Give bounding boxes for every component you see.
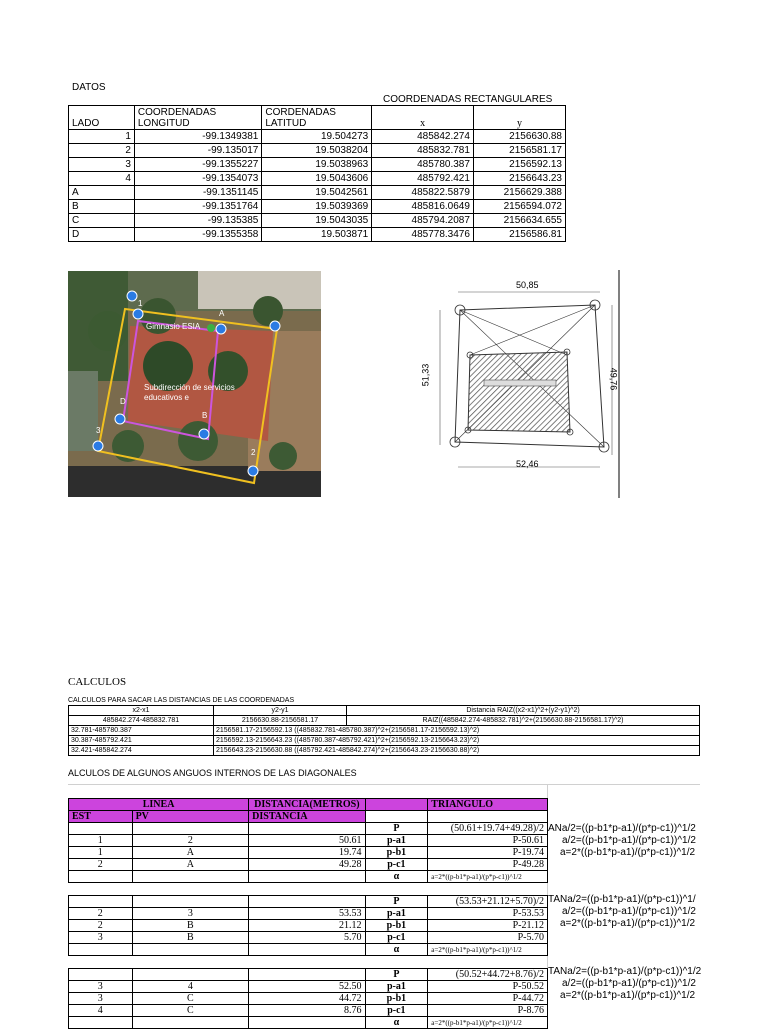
header-lado: LADO	[69, 106, 135, 130]
dist-h1: x2-x1	[69, 706, 214, 716]
est-cell: 1	[69, 847, 133, 859]
alpha-formula: a=2*((p-b1*p-a1)/(p*p-c1))^1/2	[428, 871, 548, 883]
plan-top-dim: 50,85	[516, 280, 539, 290]
alpha-label: α	[365, 944, 428, 956]
angle-formula: a=2*((p-b1*p-a1)/(p*p-c1))^1/2	[560, 847, 696, 858]
blank-cell	[249, 969, 365, 981]
pv-cell: 3	[132, 908, 249, 920]
blank-cell	[249, 896, 365, 908]
datos-row	[69, 200, 566, 214]
tan-formula: TANa/2=((p-b1*p-a1)/(p*p-c1))^1/2	[548, 966, 702, 977]
pv-cell: 4	[132, 981, 249, 993]
plan-bottom-dim: 52,46	[516, 459, 539, 469]
pv-cell: 2	[132, 835, 249, 847]
est-cell: 2	[69, 859, 133, 871]
datos-row	[69, 228, 566, 242]
datos-cell: 485832.781	[372, 144, 474, 158]
spacer-cell	[69, 883, 548, 896]
blank-cell	[249, 1017, 365, 1029]
datos-cell: 2156643.23	[473, 172, 565, 186]
dist-r1c3: RAIZ((485842.274-485832.781)^2+(2156630.88-2156581.17)^2)	[347, 716, 700, 726]
half-angle-formula: a/2=((p-b1*p-a1)/(p*p-c1))^1/2	[562, 906, 696, 917]
datos-row	[69, 214, 566, 228]
pv-cell: B	[132, 920, 249, 932]
distance-cell: 53.53	[249, 908, 365, 920]
datos-cell: 2156592.13	[473, 158, 565, 172]
pin-label-d: D	[120, 397, 126, 406]
est-cell: 2	[69, 920, 133, 932]
hdr-pv: PV	[132, 811, 249, 823]
datos-row	[69, 172, 566, 186]
datos-cell: -99.1354073	[134, 172, 262, 186]
header-x: x	[372, 106, 474, 130]
datos-cell: 2156586.81	[473, 228, 565, 242]
blank-cell	[69, 823, 133, 835]
p-sub-label: p-a1	[365, 981, 428, 993]
p-sub-label: p-c1	[365, 1005, 428, 1017]
tan-formula: TANa/2=((p-b1*p-a1)/(p*p-c1))^1/	[548, 894, 696, 905]
datos-cell: 485816.0649	[372, 200, 474, 214]
dist-caption: CALCULOS PARA SACAR LAS DISTANCIAS DE LAS COORDENADAS	[68, 697, 295, 704]
datos-cell: 19.5039369	[262, 200, 372, 214]
distance-cell: 50.61	[249, 835, 365, 847]
p-sub-label: p-c1	[365, 932, 428, 944]
p-label: P	[365, 896, 428, 908]
datos-cell: 2156594.072	[473, 200, 565, 214]
alpha-label: α	[365, 1017, 428, 1029]
p-formula: (50.52+44.72+8.76)/2	[428, 969, 548, 981]
angles-title: ALCULOS DE ALGUNOS ANGUOS INTERNOS DE LAS DIAGONALES	[68, 768, 357, 778]
blank-cell	[69, 969, 133, 981]
spacer-cell	[69, 956, 548, 969]
est-cell: 3	[69, 993, 133, 1005]
distance-cell: 52.50	[249, 981, 365, 993]
p-sub-label: p-b1	[365, 847, 428, 859]
p-sub-label: p-a1	[365, 835, 428, 847]
datos-cell: 485778.3476	[372, 228, 474, 242]
blank-cell	[249, 823, 365, 835]
plan-right-dim: 49,76	[608, 367, 619, 391]
cell-lado: D	[69, 228, 135, 242]
plan-drawing	[412, 270, 622, 498]
datos-row	[69, 130, 566, 144]
datos-cell: 19.5038963	[262, 158, 372, 172]
datos-cell: 2156581.17	[473, 144, 565, 158]
datos-cell: -99.1355358	[134, 228, 262, 242]
est-cell: 1	[69, 835, 133, 847]
pv-cell: B	[132, 932, 249, 944]
p-formula: (50.61+19.74+49.28)/2	[428, 823, 548, 835]
datos-cell: 19.504273	[262, 130, 372, 144]
datos-cell: 2156629.388	[473, 186, 565, 200]
pin-label-1: 1	[138, 299, 143, 308]
p-sub-label: p-b1	[365, 920, 428, 932]
pv-cell: C	[132, 1005, 249, 1017]
dist-r3c1: 30.387-485792.421	[69, 736, 214, 746]
blank-cell	[132, 896, 249, 908]
dist-r4c1: 32.421-485842.274	[69, 746, 214, 756]
alpha-label: α	[365, 871, 428, 883]
alpha-formula: a=2*((p-b1*p-a1)/(p*p-c1))^1/2	[428, 944, 548, 956]
distance-cell: 5.70	[249, 932, 365, 944]
p-sub-value: P-53.53	[428, 908, 548, 920]
pin-label-2: 2	[251, 448, 256, 457]
calculos-title: CALCULOS	[68, 676, 127, 688]
datos-cell: 19.503871	[262, 228, 372, 242]
hdr-linea: LINEA	[69, 799, 249, 811]
est-cell: 2	[69, 908, 133, 920]
pv-cell: A	[132, 847, 249, 859]
datos-cell: 19.5043606	[262, 172, 372, 186]
cell-lado: 2	[69, 144, 135, 158]
blank-cell	[69, 871, 133, 883]
datos-cell: 2156634.655	[473, 214, 565, 228]
pin-label-a: A	[219, 309, 225, 318]
p-formula: (53.53+21.12+5.70)/2	[428, 896, 548, 908]
blank-cell	[132, 969, 249, 981]
cell-lado: 3	[69, 158, 135, 172]
half-angle-formula: a/2=((p-b1*p-a1)/(p*p-c1))^1/2	[562, 835, 696, 846]
half-angle-formula: a/2=((p-b1*p-a1)/(p*p-c1))^1/2	[562, 978, 696, 989]
datos-cell: 485822.5879	[372, 186, 474, 200]
dist-table	[68, 705, 700, 756]
tan-formula: ANa/2=((p-b1*p-a1)/(p*p-c1))^1/2	[548, 823, 696, 834]
blank-cell	[249, 944, 365, 956]
distance-cell: 44.72	[249, 993, 365, 1005]
blank-cell	[69, 896, 133, 908]
p-sub-label: p-c1	[365, 859, 428, 871]
plan-left-dim: 51,33	[420, 363, 431, 387]
dist-r1c1: 485842.274-485832.781	[69, 716, 214, 726]
p-sub-value: P-8.76	[428, 1005, 548, 1017]
p-sub-label: p-b1	[365, 993, 428, 1005]
header-longitud: COORDENADAS LONGITUD	[134, 106, 262, 130]
coord-rect-title: COORDENADAS RECTANGULARES	[383, 94, 553, 105]
map-label-gym: Gimnasio ESIA	[146, 322, 201, 331]
datos-cell: -99.1351145	[134, 186, 262, 200]
blank-cell	[132, 823, 249, 835]
datos-cell: -99.1351764	[134, 200, 262, 214]
hdr-dist-metros: DISTANCIA(METROS)	[249, 799, 365, 811]
datos-cell: -99.135385	[134, 214, 262, 228]
est-cell: 3	[69, 981, 133, 993]
blank-cell	[132, 871, 249, 883]
datos-cell: 19.5042561	[262, 186, 372, 200]
distance-cell: 19.74	[249, 847, 365, 859]
blank-cell	[132, 944, 249, 956]
p-sub-value: P-44.72	[428, 993, 548, 1005]
datos-cell: 2156630.88	[473, 130, 565, 144]
distance-cell: 21.12	[249, 920, 365, 932]
hdr-triangulo: TRIANGULO	[428, 799, 548, 811]
datos-cell: -99.1355227	[134, 158, 262, 172]
pin-label-b: B	[202, 411, 208, 420]
distance-cell: 8.76	[249, 1005, 365, 1017]
blank-cell	[69, 944, 133, 956]
alpha-formula: a=2*((p-b1*p-a1)/(p*p-c1))^1/2	[428, 1017, 548, 1029]
angle-formula: a=2*((p-b1*p-a1)/(p*p-c1))^1/2	[560, 918, 696, 929]
map-label-sub: Subdirección de servicios educativos e	[144, 383, 235, 402]
triangle-table	[68, 798, 548, 1029]
dist-h3: Distancia RAIZ((x2-x1)^2+(y2-y1)^2)	[347, 706, 700, 716]
cell-lado: C	[69, 214, 135, 228]
angle-formula: a=2*((p-b1*p-a1)/(p*p-c1))^1/2	[560, 990, 696, 1001]
hdr-distancia: DISTANCIA	[249, 811, 365, 823]
cell-lado: B	[69, 200, 135, 214]
cell-lado: A	[69, 186, 135, 200]
pv-cell: A	[132, 859, 249, 871]
blank-cell	[249, 871, 365, 883]
header-y: y	[473, 106, 565, 130]
datos-cell: 485792.421	[372, 172, 474, 186]
p-sub-value: P-21.12	[428, 920, 548, 932]
est-cell: 4	[69, 1005, 133, 1017]
datos-row	[69, 144, 566, 158]
p-label: P	[365, 969, 428, 981]
datos-cell: 485794.2087	[372, 214, 474, 228]
p-sub-value: P-19.74	[428, 847, 548, 859]
p-label: P	[365, 823, 428, 835]
dist-r2c1: 32.781-485780.387	[69, 726, 214, 736]
datos-row	[69, 186, 566, 200]
datos-cell: 19.5043035	[262, 214, 372, 228]
p-sub-value: P-50.61	[428, 835, 548, 847]
datos-cell: -99.135017	[134, 144, 262, 158]
p-sub-label: p-a1	[365, 908, 428, 920]
p-sub-value: P-50.52	[428, 981, 548, 993]
dist-r3c2: 2156592.13-2156643.23 ((485780.387-485792.421)^2+(2156592.13-2156643.23)^2)	[214, 736, 700, 746]
p-sub-value: P-49.28	[428, 859, 548, 871]
datos-cell: 485780.387	[372, 158, 474, 172]
datos-table	[68, 105, 566, 242]
datos-cell: 485842.274	[372, 130, 474, 144]
blank-cell	[132, 1017, 249, 1029]
datos-cell: -99.1349381	[134, 130, 262, 144]
cell-lado: 4	[69, 172, 135, 186]
hdr-est: EST	[69, 811, 133, 823]
pv-cell: C	[132, 993, 249, 1005]
dist-h2: y2-y1	[214, 706, 347, 716]
est-cell: 3	[69, 932, 133, 944]
datos-title: DATOS	[72, 82, 106, 93]
header-latitud: CORDENADAS LATITUD	[262, 106, 372, 130]
blank-cell	[69, 1017, 133, 1029]
satellite-map	[68, 271, 321, 497]
pin-label-3: 3	[96, 426, 101, 435]
dist-r4c2: 2156643.23-2156630.88 ((485792.421-485842.274)^2+(2156643.23-2156630.88)^2)	[214, 746, 700, 756]
datos-row	[69, 158, 566, 172]
p-sub-value: P-5.70	[428, 932, 548, 944]
dist-r1c2: 2156630.88-2156581.17	[214, 716, 347, 726]
dist-r2c2: 2156581.17-2156592.13 ((485832.781-485780.387)^2+(2156581.17-2156592.13)^2)	[214, 726, 700, 736]
cell-lado: 1	[69, 130, 135, 144]
datos-cell: 19.5038204	[262, 144, 372, 158]
distance-cell: 49.28	[249, 859, 365, 871]
